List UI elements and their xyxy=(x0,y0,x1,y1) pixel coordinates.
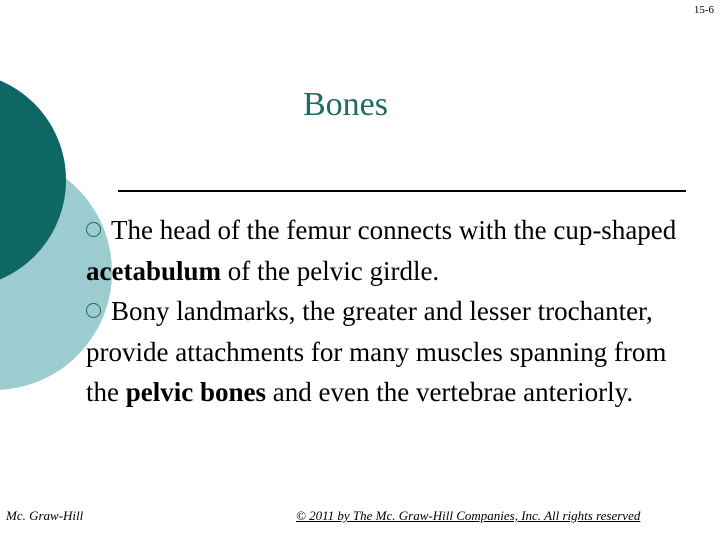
page-number: 15-6 xyxy=(693,4,714,16)
title-divider xyxy=(118,190,686,192)
footer-copyright: © 2011 by The Mc. Graw-Hill Companies, Inc. All rights reserved xyxy=(296,508,641,523)
bullet-text: The head of the femur connects with the cup-shaped xyxy=(111,215,677,245)
bullet-text: and even the vertebrae anteriorly. xyxy=(266,377,634,407)
bullet-list xyxy=(86,210,686,413)
bullet-text: of the pelvic girdle. xyxy=(221,255,440,286)
bullet-item xyxy=(86,291,686,413)
bold-term: acetabulum xyxy=(86,255,221,286)
bullet-circle-icon xyxy=(86,222,101,237)
bullet-item xyxy=(86,210,686,291)
bullet-text: Bony landmarks, the greater and lesser trochanter, provide attachments for many muscles spanning from the xyxy=(86,296,667,407)
footer-publisher: Mc. Graw-Hill xyxy=(6,508,84,523)
slide-title: Bones xyxy=(303,86,388,123)
bold-term: pelvic bones xyxy=(125,377,267,407)
bullet-circle-icon xyxy=(86,303,101,318)
